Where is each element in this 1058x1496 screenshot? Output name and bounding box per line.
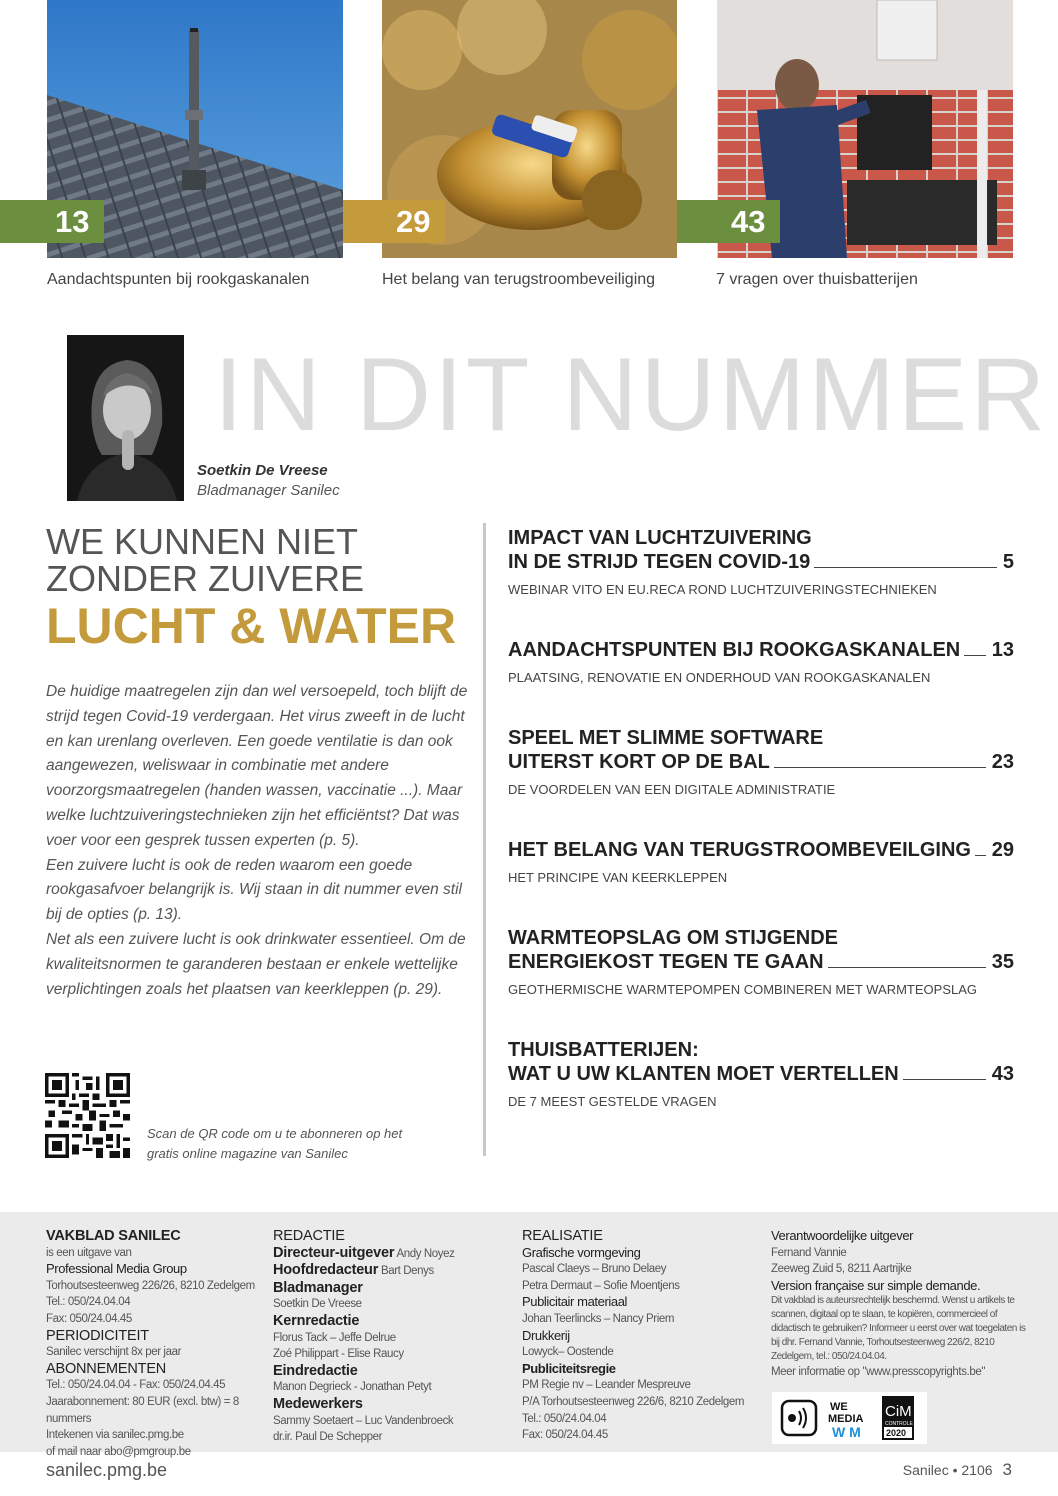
editorial-heading-line1: WE KUNNEN NIET (46, 521, 359, 562)
feature-page-43: 43 (677, 200, 780, 243)
toc-entry-line (508, 950, 1014, 974)
colophon-heading: ABONNEMENTEN (46, 1360, 167, 1377)
toc-entry-title: AANDACHTSPUNTEN BIJ ROOKGASKANALEN (508, 639, 961, 661)
feature-page-13: 13 (0, 200, 104, 243)
svg-text:CONTROLE: CONTROLE (885, 1421, 913, 1427)
editorial-heading-highlight: LUCHT & WATER (46, 598, 457, 654)
colophon-text: Petra Dermaut – Sofie Moentjens (522, 1279, 680, 1292)
toc-entry-line (508, 638, 1014, 662)
colophon-text: Sammy Soetaert – Luc Vandenbroeck (273, 1414, 454, 1427)
toc-entry-title: HET BELANG VAN TERUGSTROOMBEVEILGING (508, 839, 971, 861)
subscribe-link[interactable]: Intekenen via sanilec.pmg.be (46, 1429, 184, 1442)
toc-entry-line (508, 550, 1014, 574)
toc-page-number: 35 (991, 951, 1014, 973)
colophon-label: Publiciteitsregie (522, 1360, 616, 1376)
colophon-text: is een uitgave van (46, 1246, 132, 1259)
colophon-text: Fax: 050/24.04.45 (522, 1429, 608, 1442)
toc-entry-line (508, 750, 1014, 774)
colophon-label: Directeur-uitgever (273, 1244, 395, 1261)
colophon-label: Grafische vormgeving (522, 1244, 641, 1260)
colophon-text: Jaarabonnement: 80 EUR (excl. btw) = 8 nummers (46, 1395, 239, 1425)
toc-entry-title: THUISBATTERIJEN: (508, 1039, 699, 1061)
colophon-editorial (273, 1228, 503, 1446)
colophon-text: Tel.: 050/24.04.04 (522, 1412, 607, 1425)
copyright-link[interactable]: Meer informatie op "www.presscopyrights.be" (771, 1366, 986, 1379)
colophon-text: Fernand Vannie (771, 1246, 847, 1259)
toc-entry[interactable] (508, 526, 1014, 597)
colophon (0, 1212, 1058, 1458)
toc-leader (774, 767, 986, 768)
colophon-text: Zeeweg Zuid 5, 8211 Aartrijke (771, 1263, 912, 1276)
page-number: 3 (1002, 1460, 1012, 1479)
toc-leader (903, 1079, 986, 1080)
colophon-text: Version française sur simple demande. (771, 1277, 981, 1293)
column-divider (483, 523, 486, 1156)
author-portrait (67, 335, 184, 501)
editorial-heading-line2: ZONDER ZUIVERE (46, 558, 365, 599)
colophon-heading: VAKBLAD SANILEC (46, 1228, 181, 1244)
feature-page-29: 29 (343, 200, 445, 243)
colophon-text: Andy Noyez (396, 1247, 455, 1260)
toc-page-number: 43 (991, 1063, 1014, 1085)
colophon-label: Publicitair materiaal (522, 1294, 628, 1310)
colophon-label: Eindredactie (273, 1362, 358, 1379)
colophon-label: Medewerkers (273, 1395, 363, 1412)
issue-label: Sanilec • 2106 (902, 1462, 993, 1478)
colophon-text: dr.ir. Paul De Schepper (273, 1431, 383, 1444)
colophon-text: Bart Denys (380, 1265, 434, 1278)
toc-entry-subtitle: GEOTHERMISCHE WARMTEPOMPEN COMBINEREN MET WARMTEOPSLAG (508, 982, 977, 997)
feature-caption-chimney[interactable]: Aandachtspunten bij rookgaskanalen (47, 271, 310, 288)
toc-leader (814, 567, 997, 568)
toc-leader (975, 855, 986, 856)
colophon-label: Kernredactie (273, 1312, 360, 1329)
subscribe-qr-code[interactable] (45, 1073, 130, 1158)
colophon-text: Fax: 050/24.04.45 (46, 1312, 132, 1325)
toc-leader (964, 655, 986, 656)
toc-entry-line (508, 1062, 1014, 1086)
toc-entry[interactable] (508, 638, 1014, 685)
toc-entry-subtitle: WEBINAR VITO EN EU.RECA ROND LUCHTZUIVERINGSTECHNIEKEN (508, 582, 937, 597)
toc-page-number: 29 (991, 839, 1014, 861)
colophon-text: Torhoutsesteenweg 226/26, 8210 Zedelgem (46, 1279, 255, 1292)
page-footer (903, 1460, 1012, 1480)
toc-page-number: 23 (991, 751, 1014, 773)
svg-text:MEDIA: MEDIA (828, 1413, 864, 1425)
colophon-label: Drukkerij (522, 1327, 570, 1343)
colophon-label: Hoofdredacteur (273, 1262, 379, 1279)
svg-text:2020: 2020 (886, 1428, 907, 1438)
feature-caption-battery[interactable]: 7 vragen over thuisbatterijen (716, 271, 918, 288)
colophon-text: Tel.: 050/24.04.04 (46, 1296, 131, 1309)
page-title: IN DIT NUMMER (214, 337, 1049, 453)
colophon-text: Johan Teerlincks – Nancy Priem (522, 1312, 675, 1325)
toc-entry-subtitle: DE VOORDELEN VAN EEN DIGITALE ADMINISTRATIE (508, 782, 836, 797)
toc-entry-line (508, 838, 1014, 862)
colophon-production (522, 1228, 757, 1444)
toc-entry-subtitle: DE 7 MEEST GESTELDE VRAGEN (508, 1094, 717, 1109)
colophon-text: Sanilec verschijnt 8x per jaar (46, 1346, 182, 1359)
feature-caption-valves[interactable]: Het belang van terugstroombeveiliging (382, 271, 656, 288)
toc-entry[interactable] (508, 838, 1014, 885)
colophon-heading: PERIODICITEIT (46, 1327, 149, 1344)
author-role: Bladmanager Sanilec (197, 482, 340, 499)
partner-logos (772, 1392, 927, 1444)
editorial-paragraph: Net als een zuivere lucht is ook drinkwater essentieel. Om de kwaliteitsnormen te garanderen bestaan er enkele wettelijke verplichtingen zoals het plaatsen van keerkleppen (p. 29). (46, 930, 466, 998)
cim-logo (882, 1396, 914, 1440)
colophon-text: Tel.: 050/24.04.04 - Fax: 050/24.04.45 (46, 1379, 226, 1392)
editorial-paragraph: De huidige maatregelen zijn dan wel versoepeld, toch blijft de strijd tegen Covid-19 verdergaan. Het virus zweeft in de lucht en kan urenlang overleven. Een goede ventilatie is dan ook aangewezen, weliswaar in combinatie met andere voorzorgsmaatregelen (handen wassen, vaccinatie ...). Maar welke luchtzuiveringstechnieken zijn het efficiëntst? Dat was voer voor een gesprek tussen experten (p. 5). (46, 683, 468, 849)
toc-entry[interactable] (508, 926, 1014, 997)
colophon-responsible (771, 1228, 1036, 1381)
toc-entry-title: WAT U UW KLANTEN MOET VERTELLEN (508, 1063, 899, 1085)
colophon-heading: REALISATIE (522, 1228, 603, 1244)
toc-entry[interactable] (508, 1038, 1014, 1109)
colophon-heading: REDACTIE (273, 1228, 345, 1244)
website-link[interactable]: sanilec.pmg.be (46, 1460, 168, 1480)
toc-entry[interactable] (508, 726, 1014, 797)
toc-entry-title: SPEEL MET SLIMME SOFTWARE (508, 727, 824, 749)
colophon-text: Lowyck– Oostende (522, 1346, 614, 1359)
editorial-paragraph: Een zuivere lucht is ook de reden waarom een goede rookgasafvoer belangrijk is. Wij staan in dit nummer even stil bij de opties (p. 13). (46, 856, 462, 924)
colophon-text: Zoé Philippart - Elise Raucy (273, 1348, 404, 1361)
publisher-name: Professional Media Group (46, 1261, 187, 1277)
toc-entry-title: WARMTEOPSLAG OM STIJGENDE (508, 927, 839, 949)
svg-text:CiM: CiM (885, 1403, 912, 1420)
toc-entry-title: IMPACT VAN LUCHTZUIVERING (508, 527, 812, 549)
toc-page-number: 13 (991, 639, 1014, 661)
colophon-heading: Verantwoordelijke uitgever (771, 1228, 914, 1243)
toc-entry-subtitle: HET PRINCIPE VAN KEERKLEPPEN (508, 870, 728, 885)
copyright-notice: Dit vakblad is auteursrechtelijk beschermd. Wenst u artikels te scannen, digitaal op te slaan, te kopiëren, commercieel of didactisch te gebruiken? Informeer u eerst over wat toegelaten is bij dhr. Fernand Vannie, Torhoutsesteenweg 226/2, 8210 Zedelgem, tel.: 050/24.04.04. (771, 1295, 1026, 1363)
toc-entry-subtitle: PLAATSING, RENOVATIE EN ONDERHOUD VAN ROOKGASKANALEN (508, 670, 931, 685)
toc-entry-title: ENERGIEKOST TEGEN TE GAAN (508, 951, 824, 973)
colophon-publisher (46, 1228, 266, 1460)
colophon-text: PM Regie nv – Leander Mespreuve (522, 1379, 691, 1392)
editorial-body (46, 680, 471, 1002)
colophon-text: Florus Tack – Jeffe Delrue (273, 1331, 396, 1344)
toc-page-number: 5 (1002, 551, 1014, 573)
toc-entry-title: IN DE STRIJD TEGEN COVID-19 (508, 551, 811, 573)
colophon-label: Bladmanager (273, 1279, 363, 1296)
author-name: Soetkin De Vreese (197, 462, 328, 479)
wemedia-logo (828, 1401, 864, 1440)
subscribe-email[interactable]: of mail naar abo@pmgroup.be (46, 1445, 191, 1458)
qr-caption: Scan de QR code om u te abonneren op het gratis online magazine van Sanilec (147, 1126, 403, 1161)
presscopyrights-icon (782, 1401, 816, 1435)
svg-text:WE: WE (830, 1401, 848, 1413)
colophon-text: Pascal Claeys – Bruno Delaey (522, 1263, 667, 1276)
toc-leader (828, 967, 986, 968)
colophon-text: P/A Torhoutsesteenweg 226/6, 8210 Zedelgem (522, 1395, 745, 1408)
colophon-text: Soetkin De Vreese (273, 1298, 362, 1311)
svg-text:W M: W M (832, 1424, 861, 1440)
colophon-text: Manon Degrieck - Jonathan Petyt (273, 1381, 432, 1394)
toc-entry-title: UITERST KORT OP DE BAL (508, 751, 770, 773)
